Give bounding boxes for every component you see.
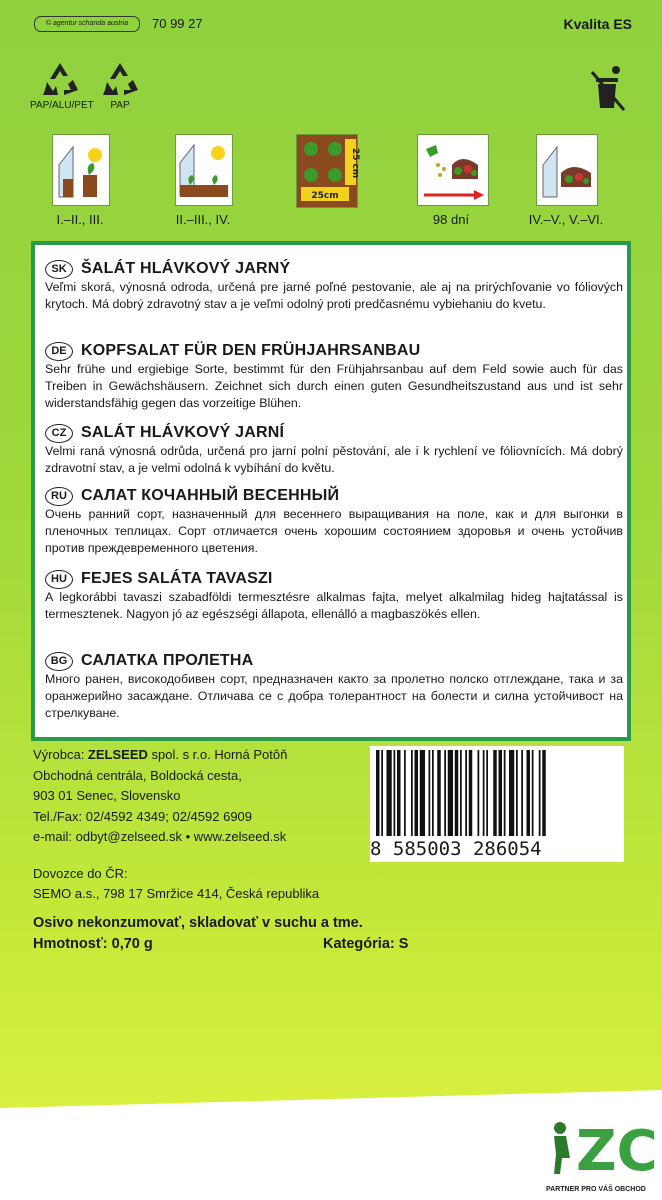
language-code: SK	[45, 260, 73, 279]
section-title: SALÁT HLÁVKOVÝ JARNÍ	[81, 424, 285, 441]
spacing-icon	[296, 134, 358, 208]
barcode-bar	[483, 750, 485, 836]
maker-prefix: Výrobca:	[33, 747, 88, 762]
section-sk	[45, 259, 623, 313]
barcode-bar	[420, 750, 425, 836]
language-code: CZ	[45, 424, 73, 443]
barcode-bar	[509, 750, 514, 836]
maker-company: ZELSEED	[87, 747, 148, 762]
barcode-bar	[478, 750, 480, 836]
icon-label-transplant: II.–III., IV.	[175, 212, 231, 227]
language-code: BG	[45, 652, 73, 671]
barcode-bar	[460, 750, 462, 836]
section-title: САЛАТКА ПРОЛЕТНА	[81, 652, 254, 669]
barcode-bar	[411, 750, 413, 836]
barcode-bar	[499, 750, 503, 836]
barcode-bar	[437, 750, 441, 836]
barcode-bar	[521, 750, 523, 836]
importer-address: SEMO a.s., 798 17 Smržice 414, Česká republika	[33, 886, 320, 901]
barcode-bars	[370, 746, 624, 838]
recycle-icon	[38, 60, 82, 98]
maker-line: Obchodná centrála, Boldocká cesta,	[33, 767, 242, 783]
language-code: RU	[45, 487, 73, 506]
storage-notice	[33, 913, 453, 955]
barcode-bar	[444, 750, 446, 836]
spacing-label-a: 25cm	[311, 191, 339, 201]
recycle-symbol-2	[90, 60, 150, 111]
agentur-badge: © agentur schanda austria	[34, 16, 140, 32]
section-title: KOPFSALAT FÜR DEN FRÜHJAHRSANBAU	[81, 342, 421, 359]
zc-logo	[546, 1118, 656, 1187]
section-title: САЛАТ КОЧАННЫЙ ВЕСЕННЫЙ	[81, 487, 340, 504]
barcode-bar	[465, 750, 467, 836]
recycle-label: PAP/ALU/PET	[30, 100, 94, 111]
maker-phone: Tel./Fax: 02/4592 4349; 02/4592 6909	[33, 808, 253, 824]
barcode-bar	[504, 750, 506, 836]
icon-label-harvest: IV.–V., V.–VI.	[528, 212, 604, 227]
barcode-bar	[394, 750, 396, 836]
bottom-wave	[0, 1090, 662, 1120]
description-panel	[31, 241, 631, 741]
barcode-bar	[448, 750, 453, 836]
importer-info	[33, 864, 319, 904]
section-title: ŠALÁT HLÁVKOVÝ JARNÝ	[81, 260, 291, 277]
barcode-digits: 8 585003 286054	[370, 838, 542, 860]
barcode-bar	[432, 750, 434, 836]
trash-bin-icon	[588, 64, 628, 119]
barcode-bar	[486, 750, 488, 836]
storage-text: Osivo nekonzumovať, skladovať v suchu a tme.	[33, 915, 363, 931]
recycle-symbol-1	[30, 60, 94, 111]
greenhouse-harvest-icon	[536, 134, 598, 206]
barcode-bar	[376, 750, 380, 836]
category-text: Kategória: S	[323, 936, 409, 952]
recycle-icon	[98, 60, 142, 98]
barcode-bar	[415, 750, 419, 836]
importer-title: Dovozce do ČR:	[33, 866, 128, 881]
barcode-bar	[469, 750, 473, 836]
section-de	[45, 341, 623, 412]
zc-logo-text: ZC	[576, 1119, 658, 1184]
greenhouse-sowing-icon	[52, 134, 110, 206]
barcode-bar	[527, 750, 531, 836]
section-text: Veľmi skorá, výnosná odroda, určená pre jarné poľné pestovanie, ale aj na prirýchľovanie vo fóliových krytoch. Má dobrý zdravotný stav a je veľmi odolný proti predčasnému vybiehaniu do kvetu.	[45, 280, 623, 311]
section-text: Sehr frühe und ergiebige Sorte, bestimmt für den Frühjahrsanbau auf dem Feld sowie auch für das Treiben in Gewächshäusern. Zeichnet sich durch einen guten Gesundheitszustand aus und ist sehr widerstandsfähig gegen das vorzeitige Blühen.	[45, 362, 623, 410]
barcode-bar	[539, 750, 541, 836]
barcode-bar	[455, 750, 459, 836]
barcode-bar	[542, 750, 546, 836]
maker-contact: e-mail: odbyt@zelseed.sk • www.zelseed.sk	[33, 829, 287, 844]
barcode-bar	[429, 750, 431, 836]
barcode-bar	[532, 750, 534, 836]
product-code: 70 99 27	[152, 16, 203, 31]
section-cz	[45, 423, 623, 477]
quality-label: Kvalita ES	[563, 16, 632, 32]
barcode-bar	[387, 750, 392, 836]
section-text: A legkorábbi tavaszi szabadföldi termesztésre alkalmas fajta, melyet alkalmilag hideg hajtatással is termesztenek. Nagyon jó az egészségi állapota, ellenálló a magbaszökés ellen.	[45, 590, 623, 621]
section-title: FEJES SALÁTA TAVASZI	[81, 570, 273, 587]
recycle-label: PAP	[110, 100, 130, 111]
spacing-label-b: 25 cm	[350, 147, 360, 179]
icon-label-sowing: I.–II., III.	[56, 212, 104, 227]
weight-text: Hmotnosť: 0,70 g	[33, 936, 153, 952]
maker-address: spol. s r.o. Horná Potôň	[147, 747, 288, 762]
barcode-bar	[493, 750, 497, 836]
section-bg	[45, 651, 623, 722]
section-hu	[45, 569, 623, 623]
icon-label-days: 98 dní	[432, 212, 470, 227]
section-text: Много ранен, високодобивен сорт, предназначен както за пролетно полско отглеждане, така и за оранжерийно засаждане. Отличава се с добра толерантност на болести и силна устойчивост на стрелкуване.	[45, 672, 623, 720]
language-code: HU	[45, 570, 73, 589]
barcode-bar	[381, 750, 383, 836]
greenhouse-transplant-icon	[175, 134, 233, 206]
barcode	[370, 746, 624, 862]
section-text: Velmi raná výnosná odrůda, určená pro jarní polní pěstování, ale i k rychlení ve fóliovnících. Má dobrý zdravotní stav, a je velmi odolná k vybíhání do květu.	[45, 444, 623, 475]
manufacturer-info	[33, 745, 287, 848]
barcode-bar	[397, 750, 401, 836]
barcode-bar	[404, 750, 406, 836]
maker-line: 903 01 Senec, Slovensko	[33, 788, 181, 803]
harvest-days-icon	[417, 134, 489, 206]
barcode-bar	[516, 750, 518, 836]
section-text: Очень ранний сорт, назначенный для весеннего выращивания на поле, как и для выгонки в пленочных теплицах. Сорт отличается очень хорошим состоянием здоровья и очень устойчив против преждевременного цветения.	[45, 507, 623, 555]
language-code: DE	[45, 342, 73, 361]
zc-tagline: PARTNER PRO VÁŠ OBCHOD	[546, 1186, 646, 1193]
section-ru	[45, 486, 623, 557]
